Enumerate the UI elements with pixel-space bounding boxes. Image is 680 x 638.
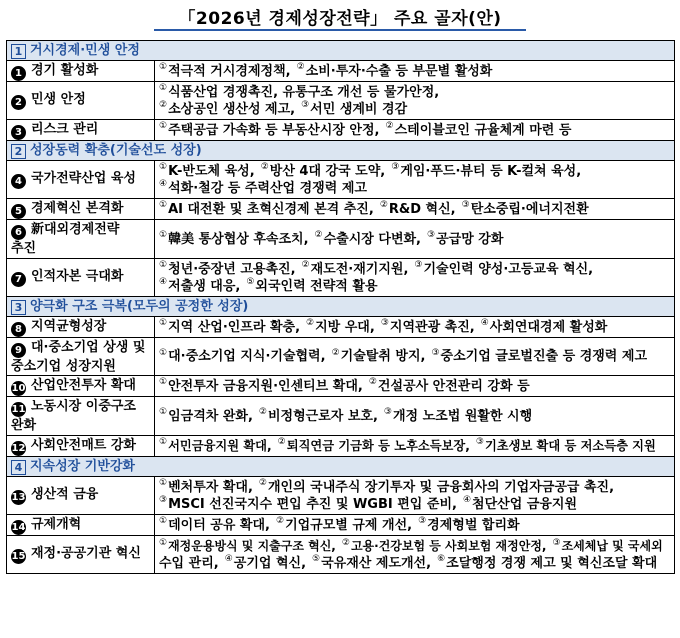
section-title-cell — [7, 297, 675, 317]
circled-number-marker: ③ — [414, 260, 423, 271]
circled-number-marker: ③ — [552, 537, 561, 548]
detail-item — [159, 202, 374, 217]
circled-number-marker: ① — [159, 537, 168, 548]
detail-text: 공기업 혁신, — [233, 555, 307, 571]
circled-number-marker: ③ — [301, 100, 310, 111]
policy-detail-cell — [155, 436, 675, 457]
circled-number-marker: ② — [260, 162, 269, 173]
policy-name-cell — [7, 477, 155, 515]
policy-name: 경기 활성화 — [31, 62, 99, 78]
section-title-cell — [7, 141, 675, 161]
detail-text: 사회연대경제 활성화 — [489, 319, 608, 335]
policy-name: 중소기업 성장지원 — [11, 358, 116, 374]
detail-text: 경제형벌 합리화 — [427, 517, 520, 533]
circled-number-marker: ③ — [159, 495, 168, 506]
detail-item — [342, 539, 547, 553]
detail-item — [418, 518, 520, 533]
policy-name: 규제개혁 — [31, 516, 82, 532]
detail-text: 대·중소기업 지식·기술협력, — [168, 349, 326, 364]
policy-row — [7, 436, 675, 457]
policy-row — [7, 338, 675, 376]
detail-item — [391, 164, 581, 179]
policy-name: 인적자본 극대화 — [31, 269, 124, 284]
detail-item — [369, 379, 530, 394]
detail-item — [381, 320, 475, 335]
detail-line — [159, 517, 670, 534]
policy-detail-cell — [155, 120, 675, 141]
circled-number-marker: ④ — [159, 277, 168, 288]
title-underline — [154, 29, 526, 31]
detail-line — [159, 231, 670, 248]
circled-number-marker: ② — [331, 347, 340, 358]
detail-item — [159, 262, 296, 277]
policy-name-cell — [7, 515, 155, 536]
circled-number-marker: ① — [159, 318, 168, 329]
policy-detail-cell — [155, 515, 675, 536]
circled-number-marker: ① — [159, 121, 168, 132]
detail-item — [302, 262, 409, 277]
circled-number-marker: ④ — [224, 554, 233, 565]
circled-number-marker: ⑤ — [246, 277, 255, 288]
detail-item — [159, 439, 272, 453]
circled-number-marker: ① — [159, 200, 168, 211]
item-number-badge: 8 — [11, 322, 26, 337]
item-number-badge: 14 — [11, 521, 26, 533]
detail-item — [259, 409, 378, 424]
detail-line — [159, 319, 670, 336]
circled-number-marker: ③ — [427, 230, 436, 241]
detail-item — [431, 349, 647, 364]
section-title: 성장동력 확충(기술선도 성장) — [30, 143, 202, 158]
policy-name: 지역균형성장 — [31, 318, 107, 334]
section-header — [7, 141, 675, 161]
section-title: 거시경제·민생 안정 — [30, 43, 140, 58]
detail-line — [159, 538, 670, 555]
detail-item — [306, 320, 375, 335]
detail-item — [159, 409, 253, 424]
policy-detail-cell — [155, 376, 675, 397]
policy-name: 추진 — [11, 241, 37, 256]
circled-number-marker: ③ — [431, 347, 440, 358]
detail-text: K-반도체 육성, — [168, 163, 255, 179]
detail-item — [225, 556, 306, 571]
item-number-badge: 10 — [11, 382, 26, 394]
detail-item — [437, 556, 657, 571]
detail-text: 수출시장 다변화, — [323, 231, 421, 247]
item-number-badge: 9 — [11, 343, 26, 358]
detail-text: 식품산업 경쟁촉진, 유통구조 개선 등 물가안정, — [168, 84, 440, 100]
detail-text: 기술탈취 방지, — [340, 349, 426, 364]
circled-number-marker: ① — [159, 347, 168, 358]
detail-line — [159, 408, 670, 425]
detail-text: 개인의 국내주식 장기투자 및 금융회사의 기업자금공급 촉진, — [267, 479, 615, 495]
detail-text: 탄소중립·에너지전환 — [470, 201, 589, 217]
detail-item — [386, 123, 572, 138]
circled-number-marker: ② — [296, 62, 305, 73]
detail-text: 청년·중장년 고용촉진, — [168, 261, 296, 277]
circled-number-marker: ① — [159, 260, 168, 271]
policy-row — [7, 199, 675, 220]
policy-table — [6, 40, 675, 574]
policy-row — [7, 82, 675, 120]
circled-number-marker: ② — [306, 318, 315, 329]
detail-line — [159, 180, 670, 197]
detail-text: 주택공급 가속화 등 부동산시장 안정, — [168, 122, 380, 138]
circled-number-marker: ① — [159, 62, 168, 73]
policy-detail-cell — [155, 61, 675, 82]
policy-name-cell — [7, 82, 155, 120]
detail-text: 게임·푸드·뷰티 등 K-컬쳐 육성, — [400, 163, 582, 179]
detail-item — [246, 279, 377, 294]
document-header — [0, 0, 680, 34]
policy-row — [7, 161, 675, 199]
policy-name: 민생 안정 — [31, 92, 86, 107]
policy-name-cell — [7, 397, 155, 436]
detail-item — [159, 518, 270, 533]
detail-item — [276, 518, 412, 533]
detail-line — [159, 101, 670, 118]
detail-text: 비정형근로자 보호, — [267, 408, 378, 424]
circled-number-marker: ③ — [383, 407, 392, 418]
policy-name-cell — [7, 376, 155, 397]
policy-name: 재정·공공기관 혁신 — [31, 546, 141, 561]
detail-line — [159, 348, 670, 365]
policy-detail-cell — [155, 338, 675, 376]
policy-name-cell — [7, 199, 155, 220]
detail-text: 데이터 공유 확대, — [168, 517, 270, 533]
detail-item — [159, 85, 439, 100]
item-number-badge: 1 — [11, 66, 26, 81]
policy-name-cell — [7, 220, 155, 259]
policy-name-cell — [7, 338, 155, 376]
circled-number-marker: ② — [258, 407, 267, 418]
item-number-badge: 2 — [11, 95, 26, 110]
detail-line — [159, 163, 670, 180]
detail-item — [159, 320, 300, 335]
section-number: 2 — [11, 144, 26, 159]
policy-name: 완화 — [11, 418, 37, 433]
policy-detail-cell — [155, 536, 675, 574]
policy-row — [7, 515, 675, 536]
circled-number-marker: ① — [159, 407, 168, 418]
detail-item — [553, 539, 663, 553]
circled-number-marker: ② — [301, 260, 310, 271]
detail-item — [414, 262, 593, 277]
detail-text: 기술인력 양성·고등교육 혁신, — [423, 261, 594, 277]
detail-text: 지역관광 촉진, — [389, 319, 475, 335]
policy-name: 노동시장 이중구조 — [31, 399, 136, 414]
circled-number-marker: ③ — [475, 437, 484, 448]
detail-item — [476, 439, 656, 453]
section-title-cell — [7, 457, 675, 477]
detail-item — [159, 497, 457, 512]
detail-line — [159, 496, 670, 513]
detail-text: 조달행정 경쟁 제고 및 혁신조달 확대 — [446, 555, 658, 571]
detail-item — [261, 164, 386, 179]
detail-item — [297, 64, 493, 79]
policy-name: 생산적 금융 — [31, 487, 99, 502]
item-number-badge: 6 — [11, 225, 26, 240]
circled-number-marker: ① — [159, 516, 168, 527]
detail-item — [159, 556, 219, 571]
policy-row — [7, 317, 675, 338]
detail-text: 재도전·재기지원, — [310, 261, 409, 277]
detail-item — [332, 349, 426, 364]
detail-line — [159, 555, 670, 572]
detail-line — [159, 122, 670, 139]
circled-number-marker: ③ — [418, 516, 427, 527]
detail-text: 지역 산업·인프라 확충, — [168, 319, 301, 335]
detail-text: 소비·투자·수출 등 부문별 활성화 — [305, 63, 493, 79]
policy-detail-cell — [155, 397, 675, 436]
detail-item — [159, 232, 309, 247]
detail-item — [159, 279, 240, 294]
detail-text: 서민 생계비 경감 — [310, 101, 408, 117]
circled-number-marker: ③ — [391, 162, 400, 173]
policy-name-cell — [7, 436, 155, 457]
item-number-badge: 5 — [11, 204, 26, 219]
section-number: 3 — [11, 300, 26, 315]
policy-name: 사회안전매트 강화 — [31, 437, 136, 453]
detail-text: 안전투자 금융지원·인센티브 확대, — [168, 378, 363, 394]
detail-line — [159, 201, 670, 218]
circled-number-marker: ⑥ — [437, 554, 446, 565]
detail-item — [159, 480, 253, 495]
detail-text: 국유재산 제도개선, — [321, 555, 432, 571]
item-number-badge: 3 — [11, 125, 26, 140]
policy-name: 대·중소기업 상생 및 — [31, 339, 146, 355]
policy-name-cell — [7, 161, 155, 199]
circled-number-marker: ② — [379, 200, 388, 211]
detail-item — [380, 202, 456, 217]
item-number-badge: 4 — [11, 174, 26, 189]
policy-detail-cell — [155, 82, 675, 120]
policy-name-cell — [7, 61, 155, 82]
circled-number-marker: ② — [159, 100, 168, 111]
detail-text: 임금격차 완화, — [168, 408, 253, 424]
detail-text: 지방 우대, — [315, 319, 375, 335]
detail-item — [159, 539, 336, 553]
circled-number-marker: ① — [159, 478, 168, 489]
item-number-badge: 12 — [11, 442, 26, 454]
detail-text: 퇴직연금 기금화 등 노후소득보장, — [286, 438, 470, 453]
detail-text: 서민금융지원 확대, — [168, 438, 272, 453]
circled-number-marker: ③ — [380, 318, 389, 329]
circled-number-marker: ① — [159, 230, 168, 241]
detail-item — [427, 232, 503, 247]
policy-detail-cell — [155, 220, 675, 259]
page-title: 「2026년 경제성장전략」 주요 골자(안) — [178, 9, 502, 29]
policy-row — [7, 259, 675, 297]
policy-row — [7, 220, 675, 259]
circled-number-marker: ① — [159, 162, 168, 173]
detail-item — [159, 349, 326, 364]
detail-line — [159, 378, 670, 395]
circled-number-marker: ⑤ — [312, 554, 321, 565]
circled-number-marker: ② — [275, 516, 285, 527]
detail-text: 중소기업 글로벌진출 등 경쟁력 제고 — [440, 349, 648, 364]
detail-text: 스테이블코인 규율체계 마련 등 — [394, 122, 572, 138]
circled-number-marker: ④ — [480, 318, 489, 329]
circled-number-marker: ③ — [461, 200, 470, 211]
policy-row — [7, 61, 675, 82]
policy-name: 리스크 관리 — [31, 121, 99, 137]
policy-row — [7, 397, 675, 436]
policy-name-cell — [7, 259, 155, 297]
policy-detail-cell — [155, 317, 675, 338]
detail-item — [462, 202, 589, 217]
detail-text: 벤처투자 확대, — [168, 479, 253, 495]
section-header — [7, 457, 675, 477]
detail-line — [159, 63, 670, 80]
section-title: 양극화 구조 극복(모두의 공정한 성장) — [30, 299, 249, 314]
detail-item — [159, 379, 363, 394]
policy-row — [7, 477, 675, 515]
section-header — [7, 297, 675, 317]
item-number-badge: 7 — [11, 272, 26, 287]
policy-name-cell — [7, 120, 155, 141]
detail-text: R&D 혁신, — [388, 201, 456, 217]
detail-text: 조세체납 및 국세외 — [561, 538, 663, 553]
section-number: 4 — [11, 460, 26, 475]
detail-text: 韓美 통상협상 후속조치, — [168, 231, 309, 247]
item-number-badge: 15 — [11, 551, 26, 562]
detail-text: 기업규모별 규제 개선, — [285, 517, 413, 533]
detail-line — [159, 278, 670, 295]
detail-item — [159, 164, 255, 179]
detail-text: 석화·철강 등 주력산업 경쟁력 제고 — [168, 180, 367, 196]
detail-text: 외국인력 전략적 활용 — [255, 278, 378, 294]
policy-name-cell — [7, 317, 155, 338]
circled-number-marker: ② — [368, 377, 377, 388]
policy-name: 新대외경제전략 — [31, 222, 120, 237]
circled-number-marker: ② — [385, 121, 394, 132]
detail-item — [315, 232, 421, 247]
circled-number-marker: ② — [341, 537, 350, 548]
detail-item — [301, 102, 407, 117]
detail-text: 공급망 강화 — [436, 231, 504, 247]
detail-item — [384, 409, 532, 424]
detail-text: 방산 4대 강국 도약, — [269, 163, 386, 179]
policy-row — [7, 376, 675, 397]
circled-number-marker: ② — [258, 478, 267, 489]
policy-detail-cell — [155, 259, 675, 297]
detail-text: 재정운용방식 및 지출구조 혁신, — [168, 538, 336, 553]
policy-name-cell — [7, 536, 155, 574]
policy-detail-cell — [155, 199, 675, 220]
detail-text: AI 대전환 및 초혁신경제 본격 추진, — [168, 201, 374, 217]
detail-text: 기초생보 확대 등 저소득층 지원 — [484, 438, 656, 453]
detail-item — [159, 102, 295, 117]
detail-item — [481, 320, 608, 335]
circled-number-marker: ② — [314, 230, 323, 241]
detail-item — [159, 123, 380, 138]
section-title-cell — [7, 41, 675, 61]
item-number-badge: 11 — [11, 404, 26, 415]
policy-name: 국가전략산업 육성 — [31, 171, 136, 186]
detail-text: 소상공인 생산성 제고, — [168, 101, 296, 117]
policy-row — [7, 536, 675, 574]
detail-text: 첨단산업 금융지원 — [472, 496, 578, 512]
circled-number-marker: ④ — [159, 179, 168, 190]
detail-item — [159, 181, 367, 196]
circled-number-marker: ① — [159, 83, 168, 94]
detail-text: 건설공사 안전관리 강화 등 — [377, 378, 530, 394]
policy-name: 경제혁신 본격화 — [31, 200, 124, 216]
detail-item — [159, 64, 291, 79]
section-header — [7, 41, 675, 61]
detail-item — [259, 480, 614, 495]
policy-detail-cell — [155, 161, 675, 199]
circled-number-marker: ④ — [462, 495, 472, 506]
detail-line — [159, 261, 670, 278]
section-title: 지속성장 기반강화 — [30, 459, 135, 474]
detail-text: 개정 노조법 원활한 시행 — [392, 408, 533, 424]
detail-item — [463, 497, 577, 512]
circled-number-marker: ② — [277, 437, 286, 448]
policy-name: 산업안전투자 확대 — [31, 377, 136, 393]
detail-item — [312, 556, 431, 571]
section-number: 1 — [11, 44, 26, 59]
detail-item — [278, 439, 470, 453]
detail-line — [159, 479, 670, 496]
detail-line — [159, 438, 670, 455]
detail-text: MSCI 선진국지수 편입 추진 및 WGBI 편입 준비, — [168, 496, 457, 512]
detail-line — [159, 84, 670, 101]
policy-detail-cell — [155, 477, 675, 515]
circled-number-marker: ① — [159, 437, 168, 448]
policy-row — [7, 120, 675, 141]
circled-number-marker: ① — [159, 377, 168, 388]
detail-text: 저출생 대응, — [168, 278, 241, 294]
detail-text: 적극적 거시경제정책, — [168, 63, 291, 79]
detail-text: 수입 관리, — [159, 555, 219, 571]
detail-text: 고용·건강보험 등 사회보험 재정안정, — [350, 538, 547, 553]
item-number-badge: 13 — [11, 492, 26, 503]
